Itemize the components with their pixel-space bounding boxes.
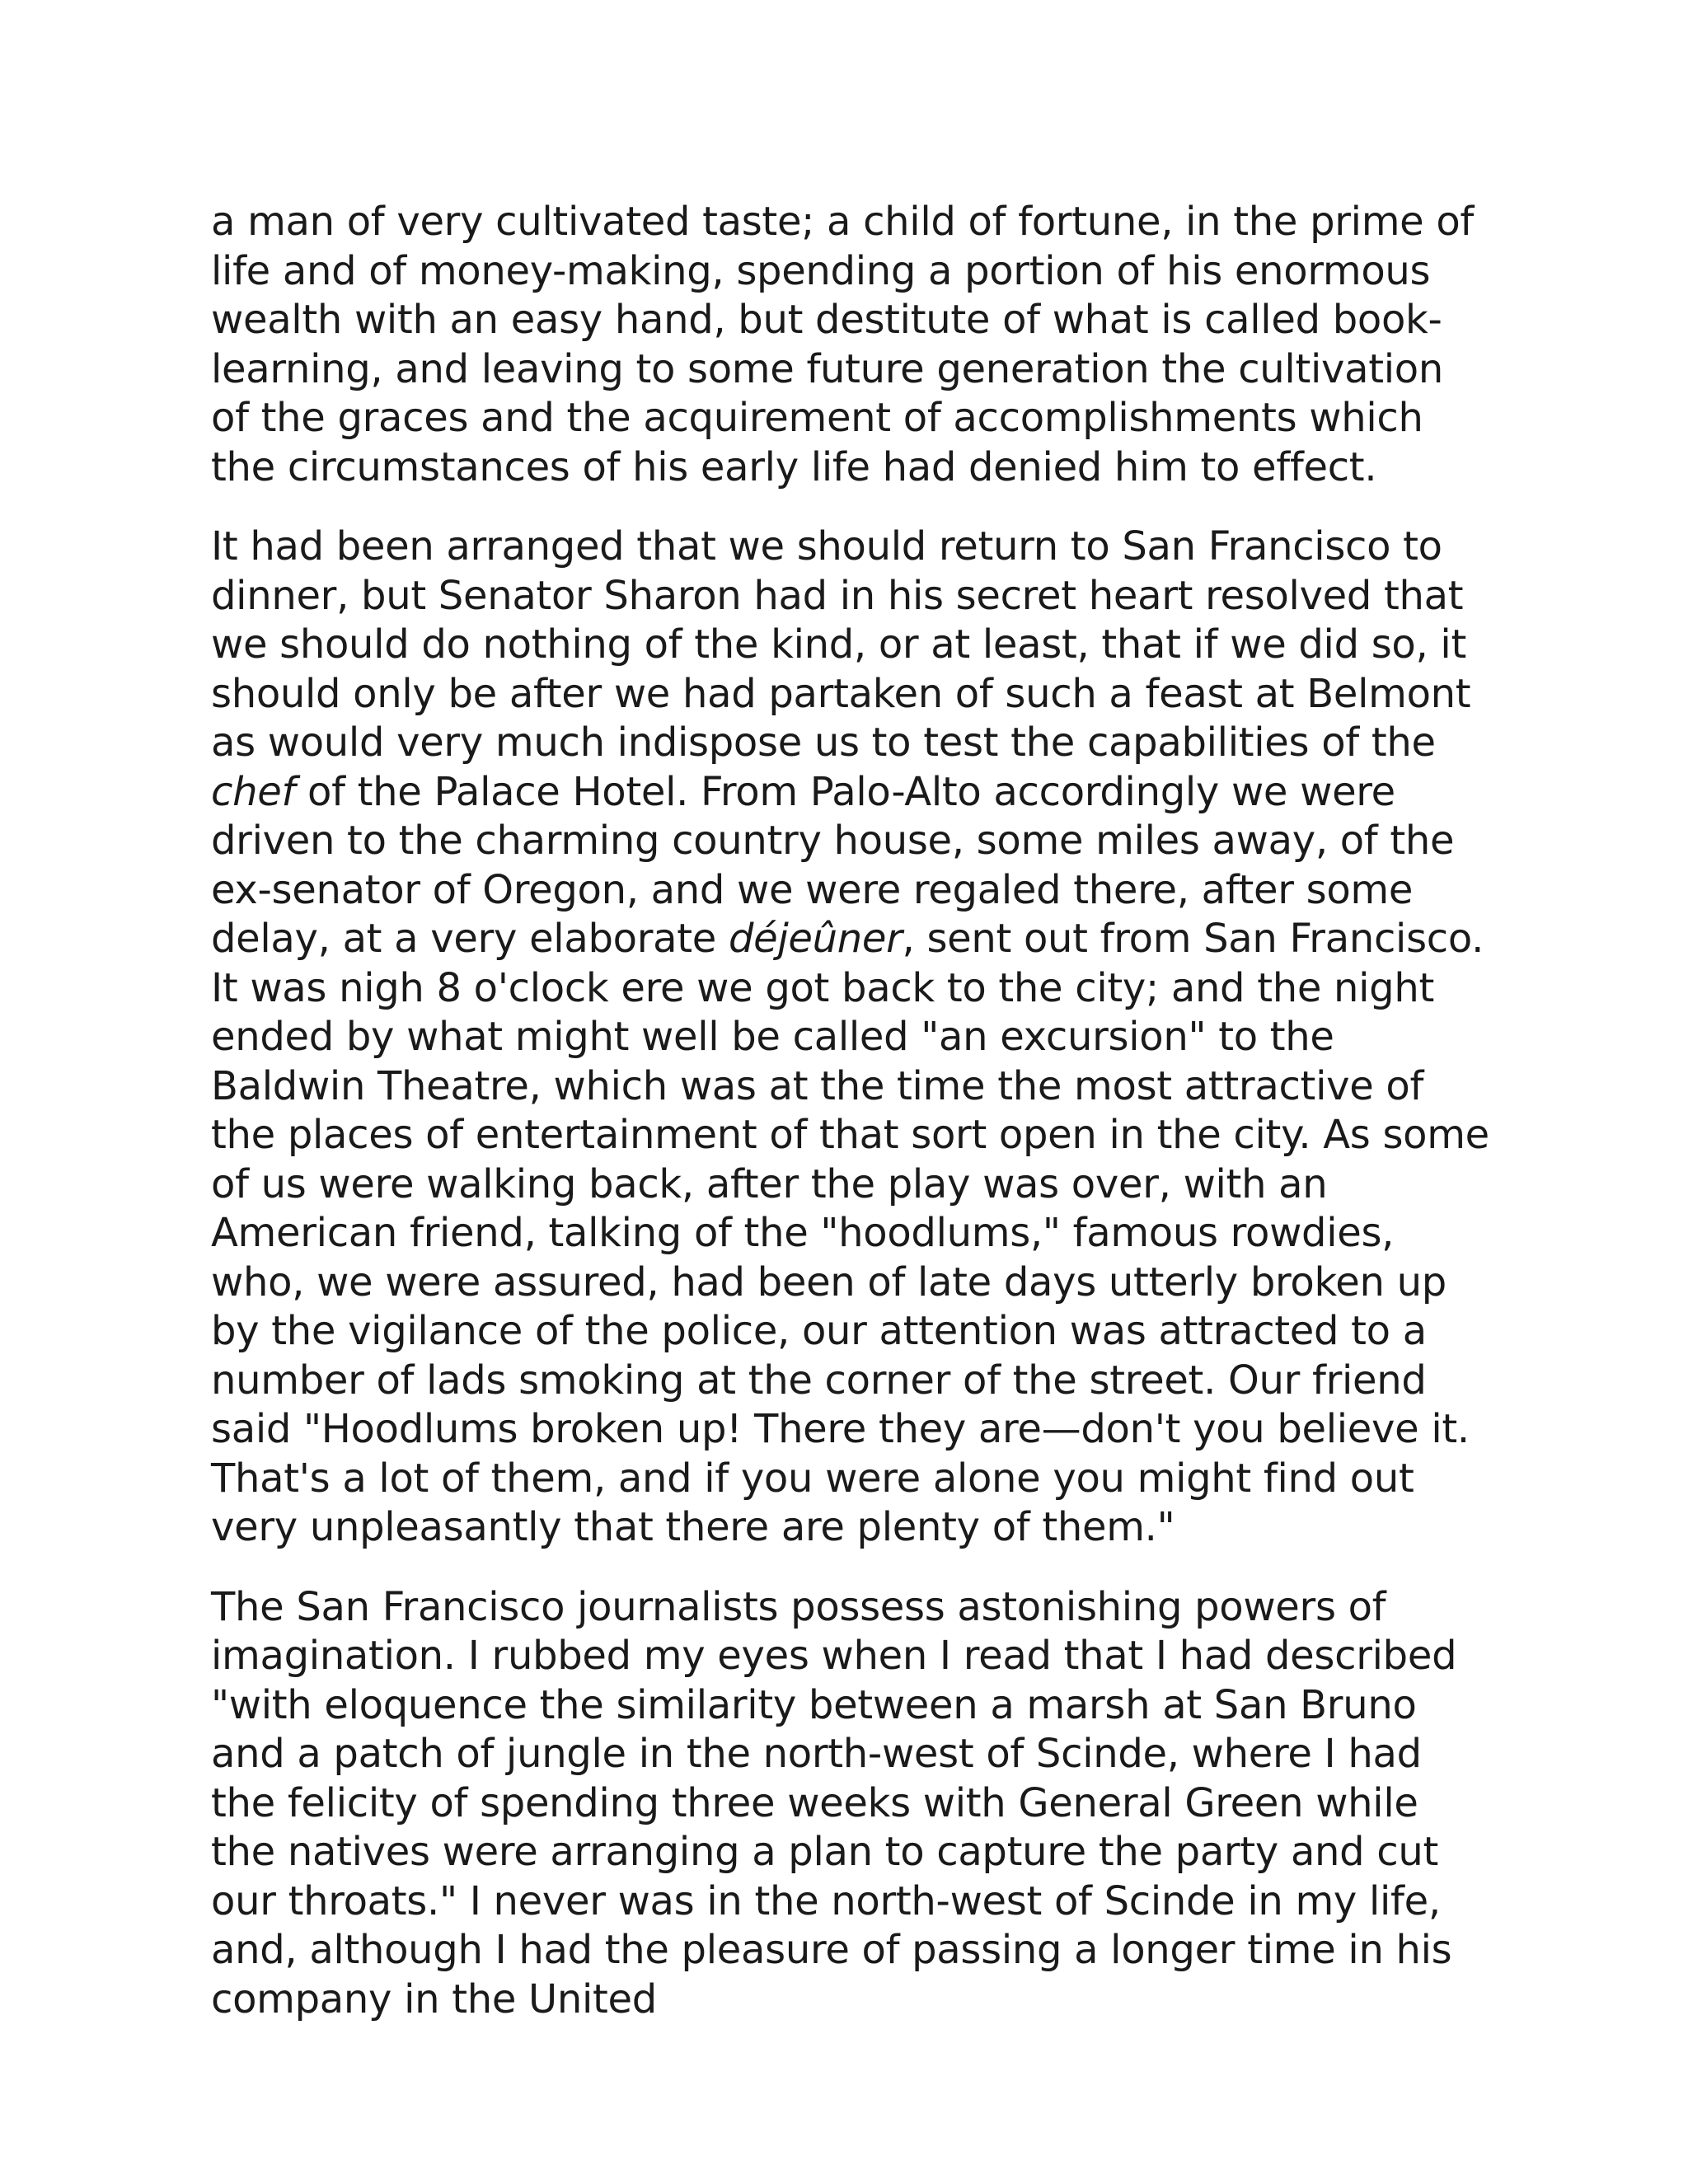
- italic-word-dejeuner: déjeûner: [728, 916, 903, 962]
- paragraph-1: [211, 198, 1490, 492]
- paragraph-2: [211, 523, 1490, 1553]
- italic-word-chef: chef: [211, 768, 296, 815]
- paragraph-2-text-b: of the Palace Hotel. From Palo-Alto accordingly we were driven to the charming country house, some miles away, of the ex-senator of Oregon, and we were regaled there, after some delay, at a very elaborate: [211, 768, 1455, 962]
- paragraph-3: [211, 1583, 1490, 2025]
- document-page: [211, 198, 1490, 2055]
- paragraph-1-text: a man of very cultivated taste; a child of fortune, in the prime of life and of money-making, spending a portion of his enormous wealth with an easy hand, but destitute of what is called book-learning, and leaving to some future generation the cultivation of the graces and the acquirement of accomplishments which the circumstances of his early life had denied him to effect.: [211, 199, 1475, 490]
- paragraph-2-text-a: It had been arranged that we should return to San Francisco to dinner, but Senator Sharon had in his secret heart resolved that we should do nothing of the kind, or at least, that if we did so, it should only be after we had partaken of such a feast at Belmont as would very much indispose us to test the capabilities of the: [211, 523, 1471, 766]
- paragraph-2-text-c: , sent out from San Francisco. It was nigh 8 o'clock ere we got back to the city; and the night ended by what might well be called "an excursion" to the Baldwin Theatre, which was at the time the most attractive of the places of entertainment of that sort open in the city. As some of us were walking back, after the play was over, with an American friend, talking of the "hoodlums," famous rowdies, who, we were assured, had been of late days utterly broken up by the vigilance of the police, our attention was attracted to a number of lads smoking at the corner of the street. Our friend said "Hoodlums broken up! There they are—don't you believe it. That's a lot of them, and if you were alone you might find out very unpleasantly that there are plenty of them.": [211, 916, 1489, 1550]
- paragraph-3-text: The San Francisco journalists possess astonishing powers of imagination. I rubbed my eyes when I read that I had described "with eloquence the similarity between a marsh at San Bruno and a patch of jungle in the north-west of Scinde, where I had the felicity of spending three weeks with General Green while the natives were arranging a plan to capture the party and cut our throats." I never was in the north-west of Scinde in my life, and, although I had the pleasure of passing a longer time in his company in the United: [211, 1583, 1457, 2022]
